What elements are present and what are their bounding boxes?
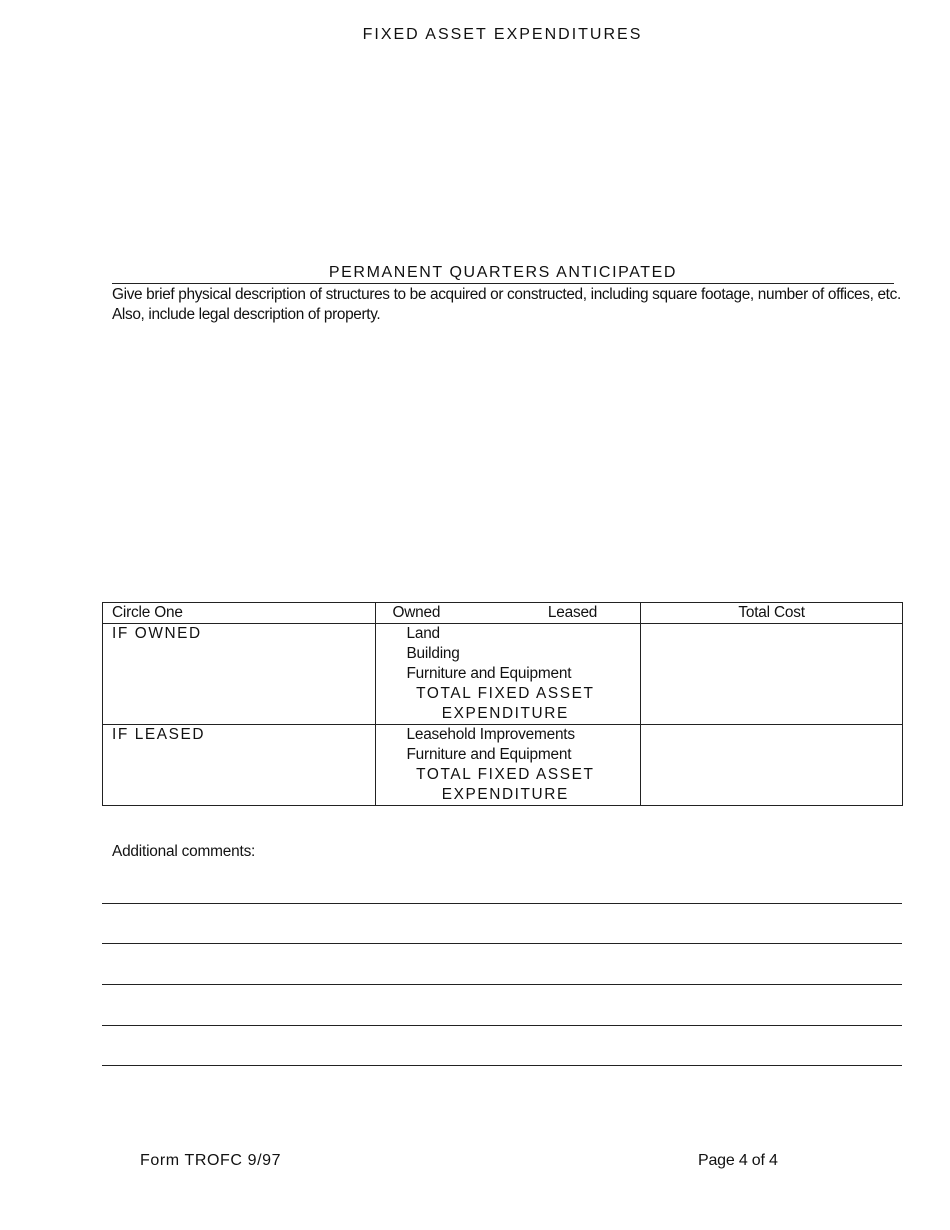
owned-item-furniture: Furniture and Equipment [406,665,572,682]
if-leased-label: IF LEASED [103,725,376,806]
owned-item-building: Building [406,645,460,662]
owned-items-cell [376,624,641,725]
circle-one-header: Circle One [103,603,376,624]
page-number: Page 4 of 4 [698,1152,778,1169]
leased-item-leasehold: Leasehold Improvements [406,726,575,743]
comment-line[interactable] [102,943,902,944]
table-row-owned [103,624,903,725]
owned-total-label-line1: TOTAL FIXED ASSET [416,685,595,702]
leased-total-label-line1: TOTAL FIXED ASSET [416,766,595,783]
leased-option[interactable]: Leased [547,604,598,621]
comment-line[interactable] [102,903,902,904]
form-id: Form TROFC 9/97 [140,1152,282,1169]
comment-line[interactable] [102,1025,902,1026]
table-header-row [103,603,903,624]
total-cost-header: Total Cost [641,603,903,624]
owned-total-cost-field[interactable] [641,624,903,725]
fixed-asset-table [102,602,903,806]
section-heading-permanent-quarters: PERMANENT QUARTERS ANTICIPATED [112,264,894,284]
leased-total-label-line2: EXPENDITURE [441,786,569,803]
leased-item-furniture: Furniture and Equipment [406,746,572,763]
leased-total-cost-field[interactable] [641,725,903,806]
if-owned-label: IF OWNED [103,624,376,725]
comment-line[interactable] [102,1065,902,1066]
instructions-text: Give brief physical description of structures to be acquired or constructed, including square footage, number of offices, etc. Also, include legal description of property. [112,286,901,323]
additional-comments-label: Additional comments: [112,843,256,860]
owned-option[interactable]: Owned [392,604,441,621]
owned-total-label-line2: EXPENDITURE [441,705,569,722]
document-title: FIXED ASSET EXPENDITURES [362,26,643,43]
ownership-choice-cell [376,603,641,624]
leased-items-cell [376,725,641,806]
comment-line[interactable] [102,984,902,985]
table-row-leased [103,725,903,806]
owned-item-land: Land [406,625,440,642]
